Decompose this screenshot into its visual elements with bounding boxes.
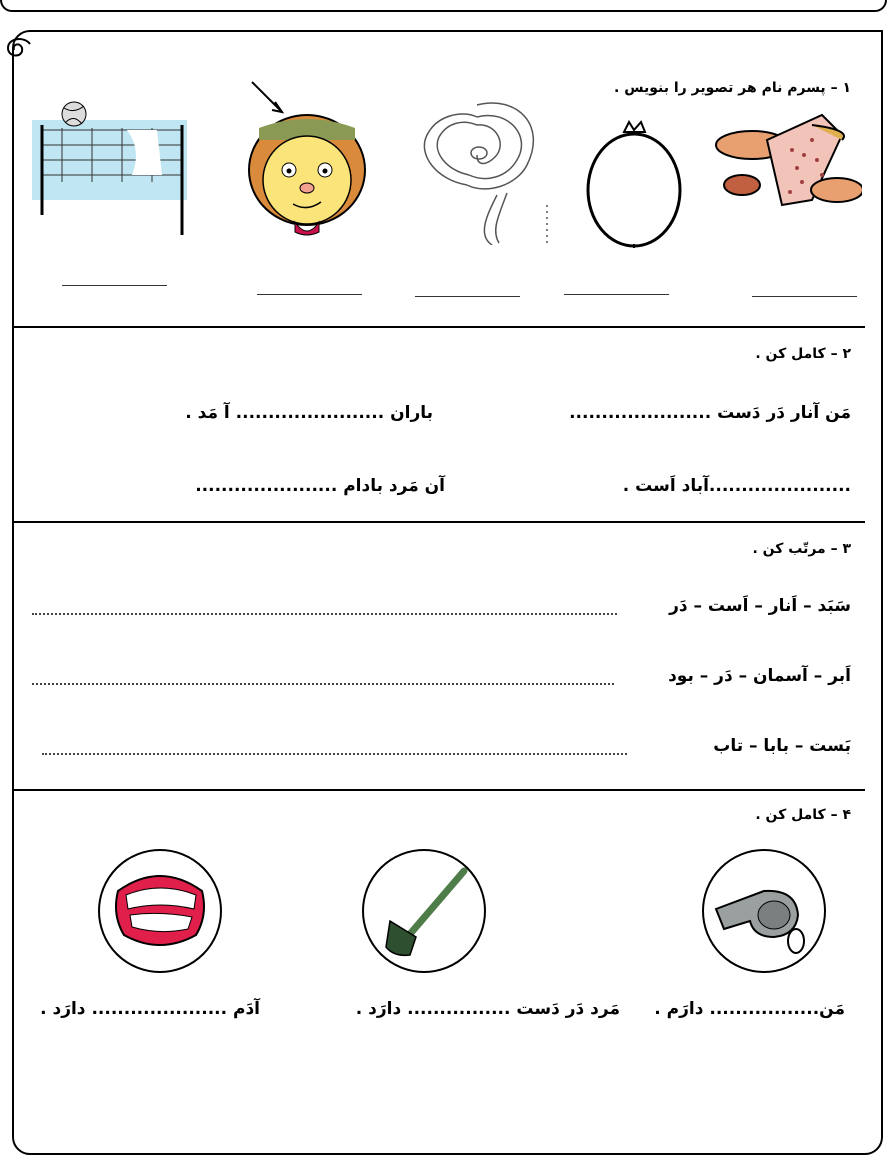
section-1-title: ۱ – پسرم نام هر تصویر را بنویس .: [614, 80, 851, 96]
sentence-2-1: مَن آنار دَر دَست ......................: [569, 403, 851, 423]
boy-face-image: [237, 80, 377, 240]
sentence-4-2: مَرد دَر دَست ................ دارَد .: [355, 999, 620, 1019]
answer-dots-3-3[interactable]: [42, 753, 627, 755]
scramble-3-2: اَبر – آسمان – دَر – بود: [668, 666, 851, 686]
sentence-2-4: آن مَرد بادام ......................: [195, 476, 445, 496]
answer-line-3[interactable]: [415, 296, 520, 297]
section-2-title: ۲ – کامل کن .: [755, 346, 851, 362]
axe-circle: [362, 849, 486, 973]
pomegranate-image: [579, 120, 689, 250]
sentence-4-3: آدَم ..................... دارَد .: [40, 999, 260, 1019]
sentence-2-2: باران ....................... آ مَد .: [185, 403, 433, 423]
answer-dots-3-1[interactable]: [32, 613, 617, 615]
section-3: [12, 521, 865, 791]
section-1: [12, 60, 865, 328]
answer-dots-3-2[interactable]: [32, 683, 614, 685]
section-3-title: ۳ – مرتّب کن .: [752, 541, 851, 557]
teeth-icon: [100, 851, 220, 971]
scramble-3-1: سَبَد – اَنار – اَست – دَر: [669, 596, 851, 616]
answer-line-2[interactable]: [564, 294, 669, 295]
section-4: [12, 789, 865, 1149]
top-frame: [0, 0, 887, 12]
sentence-2-3: ......................آباد اَست .: [622, 476, 851, 496]
whistle-circle: [702, 849, 826, 973]
answer-line-4[interactable]: [257, 294, 362, 295]
teeth-circle: [98, 849, 222, 973]
volleyball-net-image: [32, 100, 192, 240]
axe-icon: [364, 851, 484, 971]
answer-line-1[interactable]: [752, 296, 857, 297]
whistle-icon: [704, 851, 824, 971]
sentence-4-1: مَن................. دارَم .: [654, 999, 845, 1019]
section-4-title: ۴ – کامل کن .: [755, 807, 851, 823]
scramble-3-3: بَست – بابا – تاب: [713, 736, 851, 756]
answer-line-5[interactable]: [62, 285, 167, 286]
section-2: [12, 326, 865, 523]
snake-image: [407, 95, 557, 245]
bread-loaves-image: [712, 110, 862, 220]
scroll-curl-icon: [4, 36, 32, 62]
